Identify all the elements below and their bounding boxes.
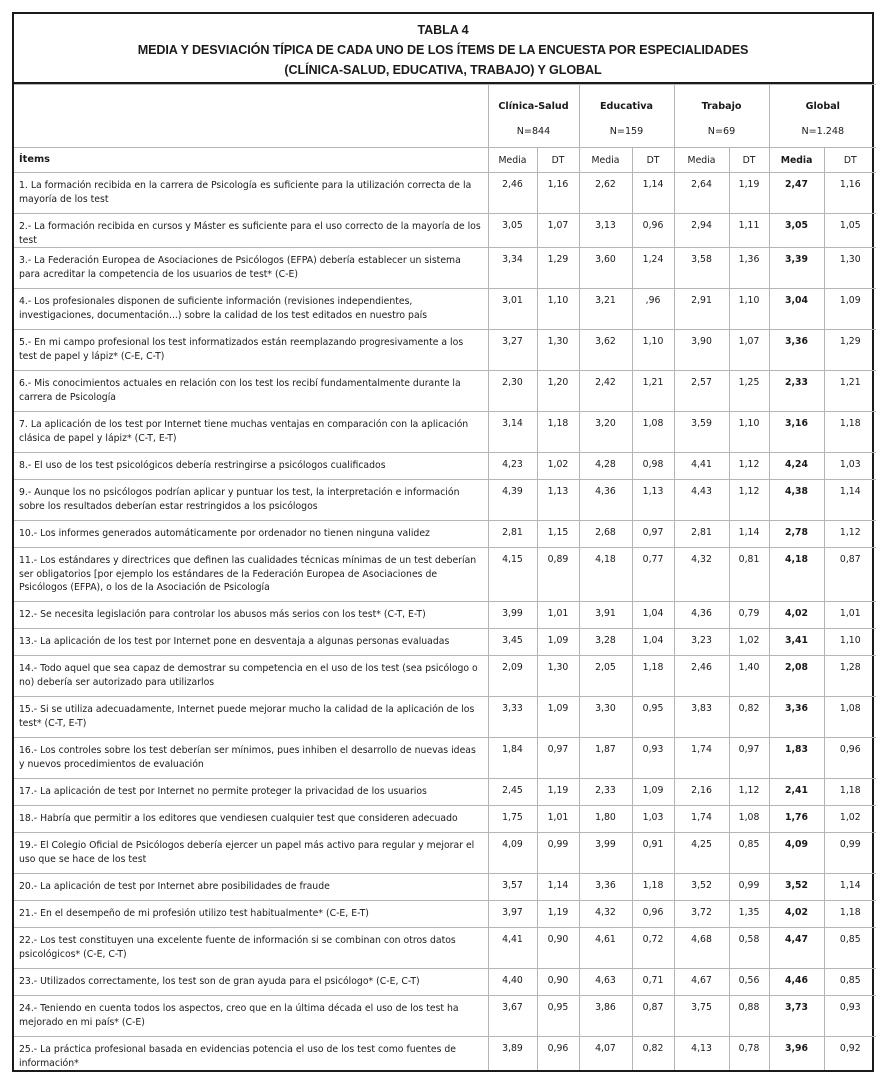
media-value: 2,81 [674,521,729,548]
dt-value: 0,92 [824,1037,876,1071]
media-value: 2,16 [674,779,729,806]
item-text: 3.- La Federación Europea de Asociaciones de Psicólogos (EFPA) debería establecer un sistema para acreditar la competencia de los usuarios de test* (C-E) [14,248,488,289]
dt-value: 0,88 [729,996,769,1037]
dt-value: 1,18 [824,412,876,453]
dt-value: 1,30 [537,656,579,697]
media-value: 4,32 [674,548,729,602]
item-text: 13.- La aplicación de los test por Internet pone en desventaja a algunas personas evaluadas [14,629,488,656]
media-value: 3,86 [579,996,632,1037]
dt-value: 0,96 [537,1037,579,1071]
dt-value: 1,24 [632,248,674,289]
item-text: 10.- Los informes generados automáticamente por ordenador no tienen ninguna validez [14,521,488,548]
table-row [14,521,876,548]
table-row [14,969,876,996]
media-value: 4,36 [579,480,632,521]
dt-value: 1,36 [729,248,769,289]
media-value: 4,18 [579,548,632,602]
dt-value: 0,98 [632,453,674,480]
media-value: 4,36 [674,602,729,629]
col-header-dt: DT [729,148,769,173]
media-value: 1,80 [579,806,632,833]
dt-value: 0,82 [729,697,769,738]
dt-value: 1,21 [824,371,876,412]
media-value: 3,52 [769,874,824,901]
media-value: 3,59 [674,412,729,453]
table-row [14,833,876,874]
media-value: 3,75 [674,996,729,1037]
dt-value: 0,72 [632,928,674,969]
media-value: 2,68 [579,521,632,548]
dt-value: 0,95 [537,996,579,1037]
dt-value: 1,19 [537,901,579,928]
dt-value: 1,19 [537,779,579,806]
media-value: 3,90 [674,330,729,371]
media-value: 4,39 [488,480,537,521]
item-text: 14.- Todo aquel que sea capaz de demostrar su competencia en el uso de los test (sea psicólogo o no) debería ser autorizado para utilizarlos [14,656,488,697]
blank-header-cell [14,85,488,148]
dt-value: 1,07 [537,214,579,248]
media-value: 3,04 [769,289,824,330]
dt-value: 0,78 [729,1037,769,1071]
dt-value: 1,30 [537,330,579,371]
table-row [14,412,876,453]
media-value: 4,15 [488,548,537,602]
item-text: 15.- Si se utiliza adecuadamente, Internet puede mejorar mucho la calidad de la aplicación de los test* (C-T, E-T) [14,697,488,738]
dt-value: 1,01 [824,602,876,629]
media-value: 4,02 [769,901,824,928]
media-value: 3,34 [488,248,537,289]
table-row [14,779,876,806]
media-value: 1,76 [769,806,824,833]
media-value: 3,21 [579,289,632,330]
media-value: 3,83 [674,697,729,738]
item-text: 12.- Se necesita legislación para controlar los abusos más serios con los test* (C-T, E-T) [14,602,488,629]
media-value: 3,57 [488,874,537,901]
table-row [14,480,876,521]
dt-value: 1,10 [824,629,876,656]
media-value: 3,20 [579,412,632,453]
media-value: 3,58 [674,248,729,289]
table-subtitle: (CLÍNICA-SALUD, EDUCATIVA, TRABAJO) Y GLOBAL [284,63,602,77]
media-value: 3,41 [769,629,824,656]
media-value: 4,02 [769,602,824,629]
dt-value: 1,16 [824,173,876,214]
table-row [14,548,876,602]
table-row [14,1037,876,1071]
media-value: 4,24 [769,453,824,480]
media-value: 2,08 [769,656,824,697]
dt-value: 1,12 [729,453,769,480]
table-title: MEDIA Y DESVIACIÓN TÍPICA DE CADA UNO DE LOS ÍTEMS DE LA ENCUESTA POR ESPECIALIDADES [137,43,749,57]
table-row [14,996,876,1037]
item-text: 23.- Utilizados correctamente, los test son de gran ayuda para el psicólogo* (C-E, C-T) [14,969,488,996]
item-text: 19.- El Colegio Oficial de Psicólogos debería ejercer un papel más activo para regular y mejorar el uso que se hace de los test [14,833,488,874]
dt-value: 1,12 [824,521,876,548]
dt-value: 1,10 [632,330,674,371]
dt-value: 1,04 [632,602,674,629]
media-value: 4,23 [488,453,537,480]
dt-value: 1,14 [537,874,579,901]
media-value: 4,41 [488,928,537,969]
media-value: 3,36 [769,697,824,738]
media-value: 2,81 [488,521,537,548]
media-value: 3,16 [769,412,824,453]
media-value: 2,45 [488,779,537,806]
dt-value: 0,87 [824,548,876,602]
media-value: 3,27 [488,330,537,371]
item-text: 17.- La aplicación de test por Internet no permite proteger la privacidad de los usuarios [14,779,488,806]
dt-value: 1,09 [632,779,674,806]
media-value: 3,96 [769,1037,824,1071]
table-row [14,928,876,969]
dt-value: 1,02 [824,806,876,833]
dt-value: 0,95 [632,697,674,738]
dt-value: 1,18 [824,779,876,806]
media-value: 3,99 [579,833,632,874]
table-row [14,806,876,833]
dt-value: 0,85 [729,833,769,874]
dt-value: 0,87 [632,996,674,1037]
table-row [14,214,876,248]
dt-value: 1,03 [824,453,876,480]
dt-value: 0,97 [537,738,579,779]
dt-value: 0,58 [729,928,769,969]
item-text: 2.- La formación recibida en cursos y Máster es suficiente para el uso correcto de la mayoría de los test [14,214,488,248]
dt-value: 0,71 [632,969,674,996]
media-value: 4,63 [579,969,632,996]
media-value: 3,14 [488,412,537,453]
dt-value: 1,14 [824,480,876,521]
dt-value: 1,07 [729,330,769,371]
table-row [14,874,876,901]
dt-value: 1,40 [729,656,769,697]
table-row [14,602,876,629]
table-caption [14,14,872,84]
media-value: 4,07 [579,1037,632,1071]
dt-value: 1,08 [632,412,674,453]
item-text: 4.- Los profesionales disponen de suficiente información (revisiones independientes, investigaciones, documentación...) sobre la calidad de los test editados en nuestro país [14,289,488,330]
media-value: 3,99 [488,602,537,629]
table-row [14,901,876,928]
media-value: 3,28 [579,629,632,656]
dt-value: 0,79 [729,602,769,629]
table-row [14,738,876,779]
dt-value: 0,56 [729,969,769,996]
group-global: Global N=1.248 [769,85,876,148]
media-value: 2,78 [769,521,824,548]
dt-value: 1,14 [729,521,769,548]
media-value: 2,94 [674,214,729,248]
media-value: 4,13 [674,1037,729,1071]
table-number: TABLA 4 [417,23,469,37]
table-row [14,697,876,738]
dt-value: 0,99 [537,833,579,874]
media-value: 3,39 [769,248,824,289]
media-value: 2,57 [674,371,729,412]
dt-value: 1,08 [729,806,769,833]
media-value: 3,97 [488,901,537,928]
media-value: 3,01 [488,289,537,330]
item-text: 21.- En el desempeño de mi profesión utilizo test habitualmente* (C-E, E-T) [14,901,488,928]
dt-value: 1,10 [729,412,769,453]
col-header-dt: DT [537,148,579,173]
media-value: 1,74 [674,806,729,833]
media-value: 1,87 [579,738,632,779]
dt-value: 1,18 [632,656,674,697]
dt-value: ,96 [632,289,674,330]
media-value: 4,61 [579,928,632,969]
col-header-dt-global: DT [824,148,876,173]
media-value: 4,46 [769,969,824,996]
dt-value: 0,90 [537,969,579,996]
media-value: 4,32 [579,901,632,928]
media-value: 4,40 [488,969,537,996]
dt-value: 1,10 [537,289,579,330]
media-value: 2,41 [769,779,824,806]
dt-value: 1,15 [537,521,579,548]
dt-value: 1,12 [729,480,769,521]
table-row [14,248,876,289]
item-text: 8.- El uso de los test psicológicos debería restringirse a psicólogos cualificados [14,453,488,480]
dt-value: 1,16 [537,173,579,214]
media-value: 4,68 [674,928,729,969]
col-header-media: Media [674,148,729,173]
table-4 [12,12,874,1072]
media-value: 4,09 [488,833,537,874]
dt-value: 1,05 [824,214,876,248]
media-value: 4,43 [674,480,729,521]
dt-value: 1,09 [537,629,579,656]
media-value: 2,46 [488,173,537,214]
table-row [14,289,876,330]
dt-value: 0,96 [632,901,674,928]
item-text: 25.- La práctica profesional basada en evidencias potencia el uso de los test como fuentes de información* [14,1037,488,1071]
item-text: 11.- Los estándares y directrices que definen las cualidades técnicas mínimas de un test deberían ser obligatorios [por ejemplo los estándares de la Federación Europea de Asociaciones de Psicólogos (EFPA), o los de la Asociación de Psicología [14,548,488,602]
dt-value: 1,12 [729,779,769,806]
dt-value: 1,19 [729,173,769,214]
items-header: Ítems [14,148,488,173]
item-text: 7. La aplicación de los test por Internet tiene muchas ventajas en comparación con la aplicación clásica de papel y lápiz* (C-T, E-T) [14,412,488,453]
dt-value: 1,35 [729,901,769,928]
dt-value: 0,99 [824,833,876,874]
media-value: 4,18 [769,548,824,602]
media-value: 2,09 [488,656,537,697]
item-text: 9.- Aunque los no psicólogos podrían aplicar y puntuar los test, la interpretación e información sobre los resultados deberían estar restringidos a los psicólogos [14,480,488,521]
dt-value: 0,77 [632,548,674,602]
table-row [14,173,876,214]
media-value: 2,62 [579,173,632,214]
media-value: 4,25 [674,833,729,874]
dt-value: 0,97 [632,521,674,548]
dt-value: 1,03 [632,806,674,833]
dt-value: 1,09 [824,289,876,330]
item-text: 1. La formación recibida en la carrera de Psicología es suficiente para la utilización correcta de la mayoría de los test [14,173,488,214]
dt-value: 0,81 [729,548,769,602]
media-value: 3,36 [579,874,632,901]
media-value: 2,64 [674,173,729,214]
media-value: 1,75 [488,806,537,833]
dt-value: 1,02 [729,629,769,656]
media-value: 4,38 [769,480,824,521]
dt-value: 1,11 [729,214,769,248]
col-header-media: Media [488,148,537,173]
dt-value: 1,04 [632,629,674,656]
dt-value: 1,01 [537,806,579,833]
dt-value: 1,30 [824,248,876,289]
dt-value: 1,09 [537,697,579,738]
media-value: 3,62 [579,330,632,371]
media-value: 2,05 [579,656,632,697]
table-row [14,453,876,480]
item-text: 5.- En mi campo profesional los test informatizados están reemplazando progresivamente a los test de papel y lápiz* (C-E, C-T) [14,330,488,371]
dt-value: 0,82 [632,1037,674,1071]
media-value: 4,09 [769,833,824,874]
media-value: 1,74 [674,738,729,779]
media-value: 3,05 [769,214,824,248]
group-clinica-salud: Clínica-Salud N=844 [488,85,579,148]
dt-value: 1,29 [537,248,579,289]
dt-value: 1,18 [632,874,674,901]
media-value: 3,91 [579,602,632,629]
media-value: 1,84 [488,738,537,779]
item-text: 6.- Mis conocimientos actuales en relación con los test los recibí fundamentalmente durante la carrera de Psicología [14,371,488,412]
media-value: 4,67 [674,969,729,996]
media-value: 3,52 [674,874,729,901]
group-header-row [14,85,876,148]
group-educativa: Educativa N=159 [579,85,674,148]
dt-value: 1,13 [537,480,579,521]
table-row [14,629,876,656]
media-value: 3,89 [488,1037,537,1071]
dt-value: 1,28 [824,656,876,697]
dt-value: 0,90 [537,928,579,969]
dt-value: 1,01 [537,602,579,629]
data-table [14,84,876,1070]
dt-value: 1,21 [632,371,674,412]
media-value: 3,67 [488,996,537,1037]
dt-value: 0,96 [632,214,674,248]
media-value: 4,28 [579,453,632,480]
media-value: 3,33 [488,697,537,738]
dt-value: 1,02 [537,453,579,480]
item-text: 16.- Los controles sobre los test deberían ser mínimos, pues inhiben el desarrollo de nuevas ideas y nuevos procedimientos de evaluación [14,738,488,779]
dt-value: 0,93 [824,996,876,1037]
item-text: 20.- La aplicación de test por Internet abre posibilidades de fraude [14,874,488,901]
media-value: 3,72 [674,901,729,928]
media-value: 2,91 [674,289,729,330]
media-value: 3,60 [579,248,632,289]
dt-value: 0,97 [729,738,769,779]
media-value: 2,42 [579,371,632,412]
dt-value: 1,08 [824,697,876,738]
dt-value: 1,14 [824,874,876,901]
table-row [14,371,876,412]
dt-value: 0,85 [824,928,876,969]
media-value: 4,41 [674,453,729,480]
media-value: 3,30 [579,697,632,738]
media-value: 3,36 [769,330,824,371]
item-text: 24.- Teniendo en cuenta todos los aspectos, creo que en la última década el uso de los test ha mejorado en mi país* (C-E) [14,996,488,1037]
dt-value: 1,10 [729,289,769,330]
dt-value: 0,96 [824,738,876,779]
media-value: 2,46 [674,656,729,697]
dt-value: 0,91 [632,833,674,874]
dt-value: 0,93 [632,738,674,779]
media-value: 3,73 [769,996,824,1037]
media-value: 2,33 [769,371,824,412]
media-value: 3,45 [488,629,537,656]
dt-value: 1,29 [824,330,876,371]
item-text: 22.- Los test constituyen una excelente fuente de información si se combinan con otros datos psicológicos* (C-E, C-T) [14,928,488,969]
dt-value: 0,89 [537,548,579,602]
col-header-dt: DT [632,148,674,173]
dt-value: 0,99 [729,874,769,901]
column-header-row [14,148,876,173]
media-value: 2,47 [769,173,824,214]
media-value: 3,23 [674,629,729,656]
col-header-media: Media [579,148,632,173]
dt-value: 1,14 [632,173,674,214]
media-value: 3,05 [488,214,537,248]
media-value: 4,47 [769,928,824,969]
dt-value: 1,18 [824,901,876,928]
dt-value: 1,13 [632,480,674,521]
dt-value: 1,18 [537,412,579,453]
media-value: 2,33 [579,779,632,806]
table-row [14,330,876,371]
dt-value: 1,25 [729,371,769,412]
group-trabajo: Trabajo N=69 [674,85,769,148]
table-row [14,656,876,697]
col-header-media-global: Media [769,148,824,173]
item-text: 18.- Habría que permitir a los editores que vendiesen cualquier test que consideren adecuado [14,806,488,833]
media-value: 2,30 [488,371,537,412]
media-value: 1,83 [769,738,824,779]
dt-value: 0,85 [824,969,876,996]
dt-value: 1,20 [537,371,579,412]
media-value: 3,13 [579,214,632,248]
